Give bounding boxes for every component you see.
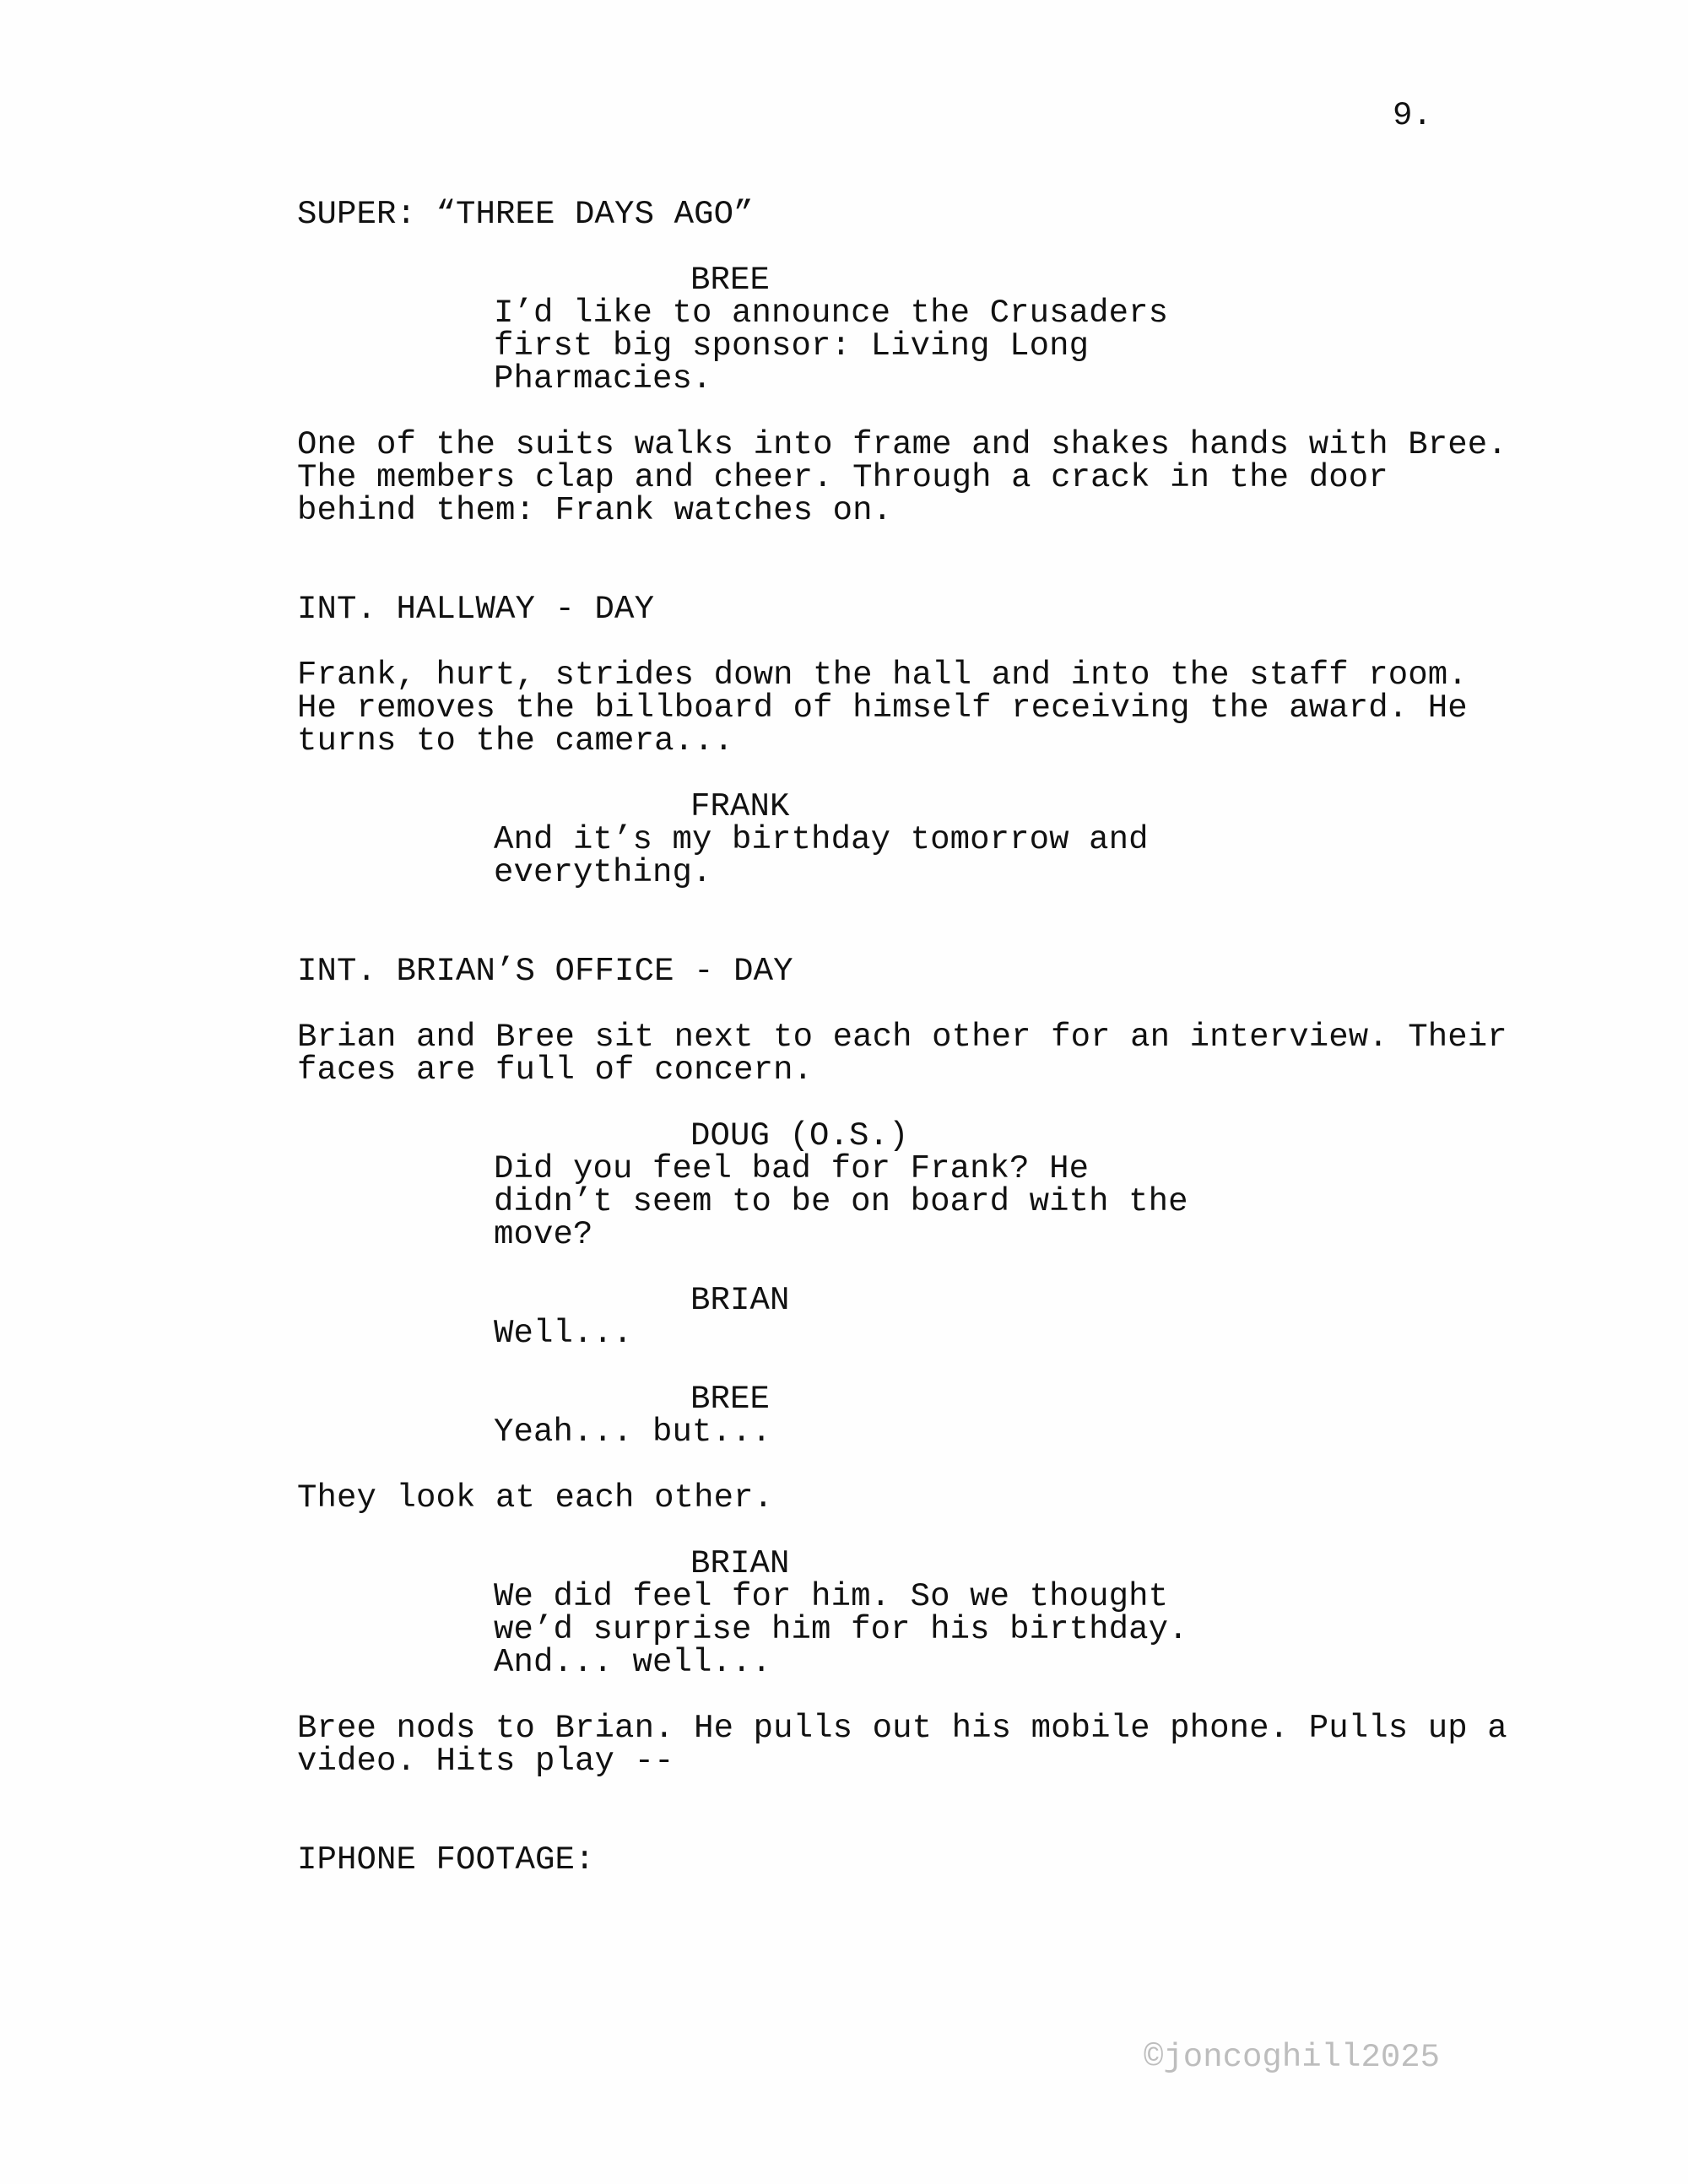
dialogue-line: Yeah... but... [494, 1414, 772, 1451]
dialogue-line: we’d surprise him for his birthday. [494, 1611, 1188, 1648]
page-number: 9. [1393, 97, 1433, 134]
character-cue: BRIAN [690, 1545, 790, 1582]
character-cue: DOUG (O.S.) [690, 1117, 909, 1154]
dialogue-line: And... well... [494, 1644, 772, 1681]
dialogue-line: I’d like to announce the Crusaders [494, 295, 1169, 332]
character-cue: BREE [690, 1381, 771, 1418]
action-line: faces are full of concern. [297, 1051, 814, 1089]
action-line: Bree nods to Brian. He pulls out his mobile phone. Pulls up a [297, 1710, 1507, 1747]
scene-heading: INT. BRIAN’S OFFICE - DAY [297, 953, 793, 990]
action-line: He removes the billboard of himself receiving the award. He [297, 689, 1468, 727]
dialogue-line: We did feel for him. So we thought [494, 1578, 1169, 1615]
dialogue-line: Did you feel bad for Frank? He [494, 1150, 1090, 1187]
super-title: SUPER: “THREE DAYS AGO” [297, 196, 754, 233]
dialogue-line: first big sponsor: Living Long [494, 327, 1090, 365]
dialogue-line: move? [494, 1216, 593, 1253]
action-line: behind them: Frank watches on. [297, 492, 893, 529]
dialogue-line: And it’s my birthday tomorrow and [494, 821, 1149, 858]
character-cue: BRIAN [690, 1282, 790, 1319]
dialogue-line: everything. [494, 854, 712, 891]
action-line: turns to the camera... [297, 722, 734, 760]
action-line: One of the suits walks into frame and shakes hands with Bree. [297, 426, 1507, 463]
character-cue: FRANK [690, 788, 790, 825]
dialogue-line: didn’t seem to be on board with the [494, 1183, 1188, 1220]
action-line: The members clap and cheer. Through a crack in the door [297, 459, 1388, 496]
scene-heading: IPHONE FOOTAGE: [297, 1841, 595, 1879]
copyright-watermark: ©joncoghill2025 [1144, 2039, 1441, 2076]
action-line: They look at each other. [297, 1479, 774, 1516]
dialogue-line: Well... [494, 1315, 633, 1352]
action-line: Brian and Bree sit next to each other for an interview. Their [297, 1019, 1507, 1056]
dialogue-line: Pharmacies. [494, 360, 712, 397]
scene-heading: INT. HALLWAY - DAY [297, 591, 655, 628]
action-line: video. Hits play -- [297, 1743, 674, 1780]
character-cue: BREE [690, 262, 771, 299]
action-line: Frank, hurt, strides down the hall and into the staff room. [297, 657, 1468, 694]
